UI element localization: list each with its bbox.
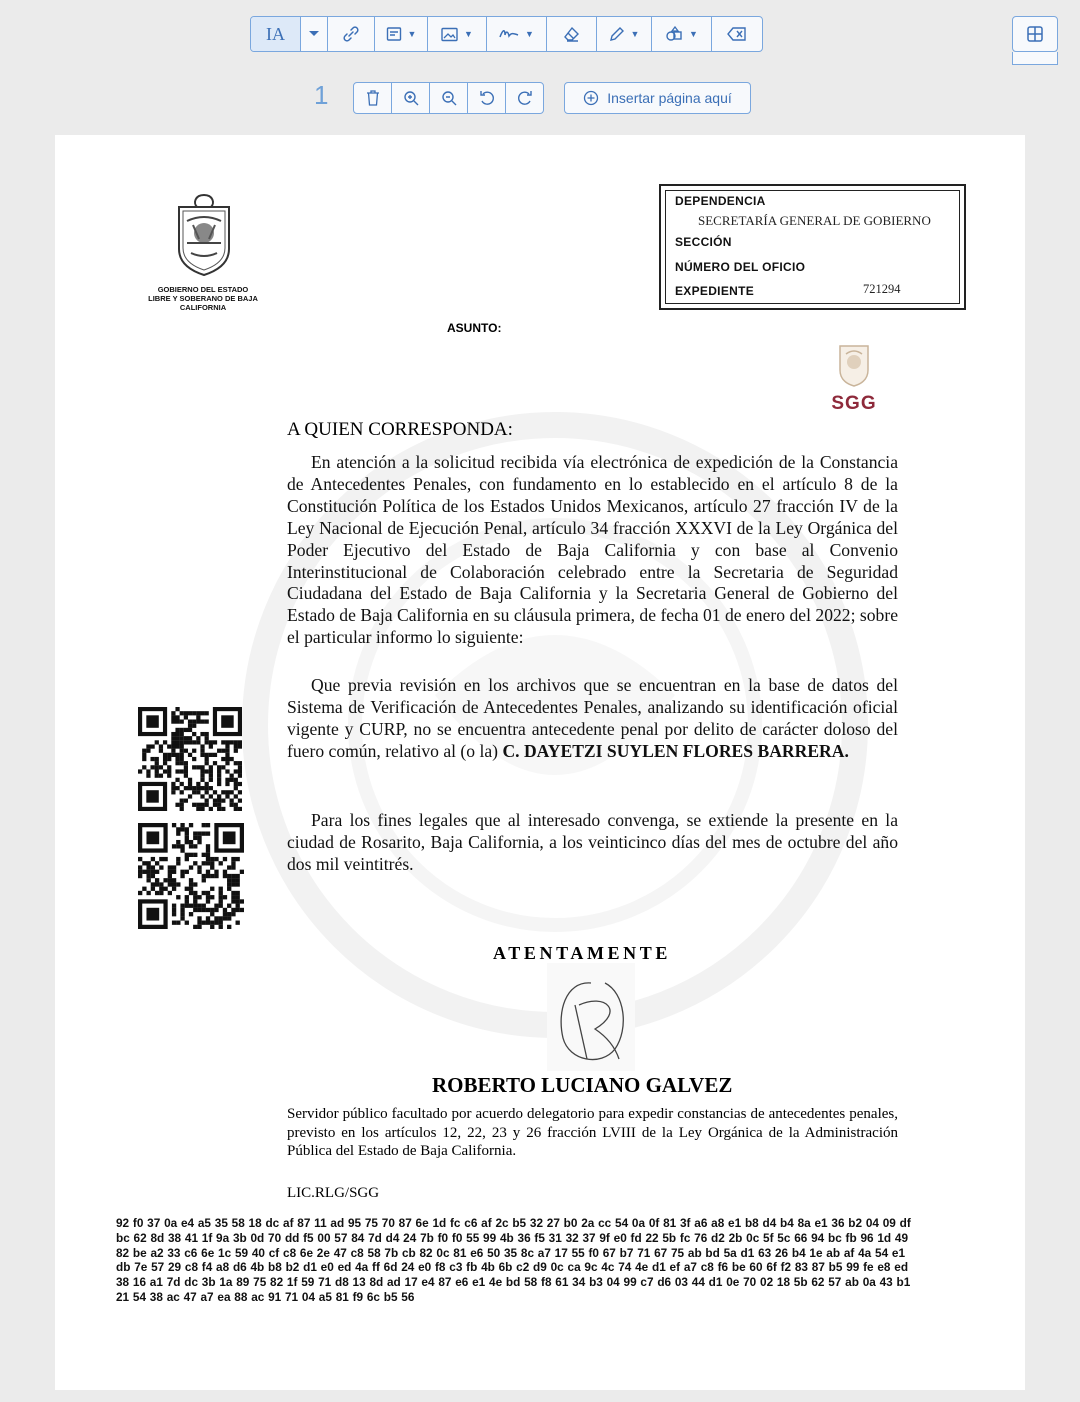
paragraph-request — [287, 452, 898, 649]
expediente-value: 721294 — [863, 282, 901, 296]
numero-oficio-label: NÚMERO DEL OFICIO — [675, 260, 806, 274]
image-icon — [441, 27, 458, 42]
shapes-tool-button[interactable]: ▼ — [652, 17, 712, 51]
eraser-icon — [563, 26, 580, 42]
rotate-right-button[interactable] — [506, 83, 543, 113]
page-controls — [353, 82, 544, 114]
rotate-left-icon — [479, 90, 495, 106]
text-tool-button[interactable]: IA — [251, 17, 301, 51]
hash-line: 92 f0 37 0a e4 a5 35 58 18 dc af 87 11 ad 95 75 70 87 6e 1d fc c6 af 2c b5 32 27 b0 2a cc 54 0a 0f 81 3f a6 a8 e1 b8 d4 b4 8a e1 36 b2 04 09 df — [116, 1216, 911, 1230]
eraser-tool-button[interactable] — [547, 17, 597, 51]
zoom-in-button[interactable] — [392, 83, 430, 113]
handwritten-signature — [545, 963, 637, 1071]
image-tool-button[interactable]: ▼ — [428, 17, 487, 51]
dependencia-label: DEPENDENCIA — [675, 194, 766, 208]
rotate-left-button[interactable] — [468, 83, 506, 113]
dependencia-value: SECRETARÍA GENERAL DE GOBIERNO — [698, 213, 931, 228]
shapes-icon — [665, 26, 683, 42]
signature-tool-button[interactable]: ▼ — [487, 17, 547, 51]
seccion-label: SECCIÓN — [675, 235, 732, 249]
layout-grid-button[interactable] — [1012, 16, 1058, 52]
text-options-dropdown[interactable] — [301, 17, 328, 51]
sgg-seal-icon — [834, 338, 874, 388]
initials-reference: LIC.RLG/SGG — [287, 1185, 380, 1201]
hash-line: bc 62 8d 38 41 1f 9a 3b 0d 70 dd f5 00 57 84 7d d4 24 7b f0 f0 55 99 4b 36 f5 31 32 37 9f e0 fd 22 5b fc 76 d2 2b 0c 5f 5c 66 94 bc fb 96 1d 49 — [116, 1230, 909, 1245]
pen-icon — [609, 26, 625, 42]
signature-icon — [499, 27, 519, 41]
zoom-in-icon — [403, 90, 419, 106]
sgg-logo-text: SGG — [831, 393, 877, 414]
document-page — [55, 135, 1025, 1390]
digital-signature-hash — [116, 1216, 962, 1305]
paragraph-request-text: En atención a la solicitud recibida vía electrónica de expedición de la Constancia de Antecedentes Penales, con fundamento en lo establecido en el artículo 8 de la Constitución Política de los Estados Unidos Mexicanos, artículo 27 fracción IV de la Ley Nacional de Ejecución Penal, artículo 34 fracción XXXVI de la Ley Orgánica del Poder Ejecutivo del Estado de Baja California y con base al Convenio Interinstitucional de Colaboración celebrado entre la Secretaria de Seguridad Ciudadana del Estado de Baja California y la Secretaria General de Gobierno del Estado de Baja California en su cláusula primera, de fecha 01 de enero del 2022; sobre el particular informo lo siguiente: — [287, 452, 898, 648]
qr-code-document[interactable] — [138, 823, 244, 929]
editor-toolbar — [250, 16, 763, 52]
chevron-down-icon — [309, 31, 319, 37]
expediente-label: EXPEDIENTE — [675, 284, 755, 298]
hash-line: db 7e 57 29 c8 f4 a8 d6 4b b8 b2 d1 e0 ed 4a ff 6d 24 e0 f8 c3 fb 4b 6b c2 d9 0c ca 9c 4c 74 4e d1 ef a7 c8 f6 be 60 6f f2 83 87 b5 99 fe e8 ed — [116, 1260, 909, 1275]
sgg-logo — [825, 338, 883, 415]
closing-label: ATENTAMENTE — [493, 943, 671, 963]
asunto-label: ASUNTO: — [447, 321, 502, 335]
highlighter-tool-button[interactable]: ▼ — [597, 17, 652, 51]
state-shield-logo — [173, 193, 235, 277]
applicant-name: C. DAYETZI SUYLEN FLORES BARRERA. — [502, 740, 849, 761]
form-field-tool-button[interactable]: ▼ — [375, 17, 428, 51]
trash-icon — [366, 90, 380, 106]
form-icon — [386, 26, 402, 42]
plus-circle-icon — [583, 90, 599, 106]
zoom-out-icon — [441, 90, 457, 106]
paragraph-verification-text: Que previa revisión en los archivos que se encuentran en la base de datos del Sistema de Verificación de Antecedentes Penales, analizando su identificación oficial vigente y CURP, no se encuentra antecedente penal por delito de carácter doloso del fuero común, relativo al (o la) — [287, 675, 898, 761]
link-icon — [342, 25, 360, 43]
qr-code-verification[interactable] — [138, 707, 242, 811]
salutation: A QUIEN CORRESPONDA: — [287, 419, 513, 440]
government-label: GOBIERNO DEL ESTADO LIBRE Y SOBERANO DE BAJA CALIFORNIA — [148, 285, 258, 312]
insert-page-label: Insertar página aquí — [607, 90, 732, 106]
rotate-right-icon — [517, 90, 533, 106]
grid-icon — [1026, 25, 1044, 43]
delete-page-button[interactable] — [354, 83, 392, 113]
paragraph-issuance — [287, 810, 898, 876]
hash-line: 21 54 38 ac 47 a7 ea 88 ac 91 71 04 a5 81 f9 6c b5 56 — [116, 1289, 415, 1304]
link-tool-button[interactable] — [328, 17, 375, 51]
signatory-description: Servidor público facultado por acuerdo delegatorio para expedir constancias de antecedentes penales, previsto en los artículos 12, 22, 23 y 26 fracción LVIII de la Ley Orgánica de la Administración Pública del Estado de Baja California. — [287, 1106, 898, 1159]
zoom-out-button[interactable] — [430, 83, 468, 113]
paragraph-issuance-text: Para los fines legales que al interesado convenga, se extiende la presente en la ciudad de Rosarito, Baja California, a los veinticinco días del mes de octubre del año dos mil veintitrés. — [287, 810, 898, 874]
backspace-icon — [727, 27, 747, 41]
office-info-box — [659, 184, 966, 310]
hash-line: 38 16 a1 7d dc 3b 1a 89 75 82 1f 59 71 d8 13 8d ad 17 e4 87 e6 e1 4e bd 58 f8 61 34 b3 04 99 c7 d6 03 44 d1 0e 70 02 18 5b 62 57 ab 0a 43 b1 — [116, 1275, 911, 1290]
insert-page-button[interactable] — [564, 82, 751, 114]
paragraph-verification — [287, 675, 898, 763]
hash-line: 82 be a2 33 c6 6e 1c 59 40 cf c8 6e 2e 47 c8 58 7b cb 82 0c 81 e6 50 35 8c a7 17 55 f0 67 b7 71 67 75 ab bd 5a d1 63 26 b4 1e ab af 4a 54 e1 — [116, 1245, 906, 1260]
page-number: 1 — [314, 80, 329, 110]
delete-annotation-button[interactable] — [712, 17, 762, 51]
grid-dropdown-edge[interactable] — [1012, 52, 1058, 65]
signatory-name: ROBERTO LUCIANO GALVEZ — [432, 1073, 733, 1097]
